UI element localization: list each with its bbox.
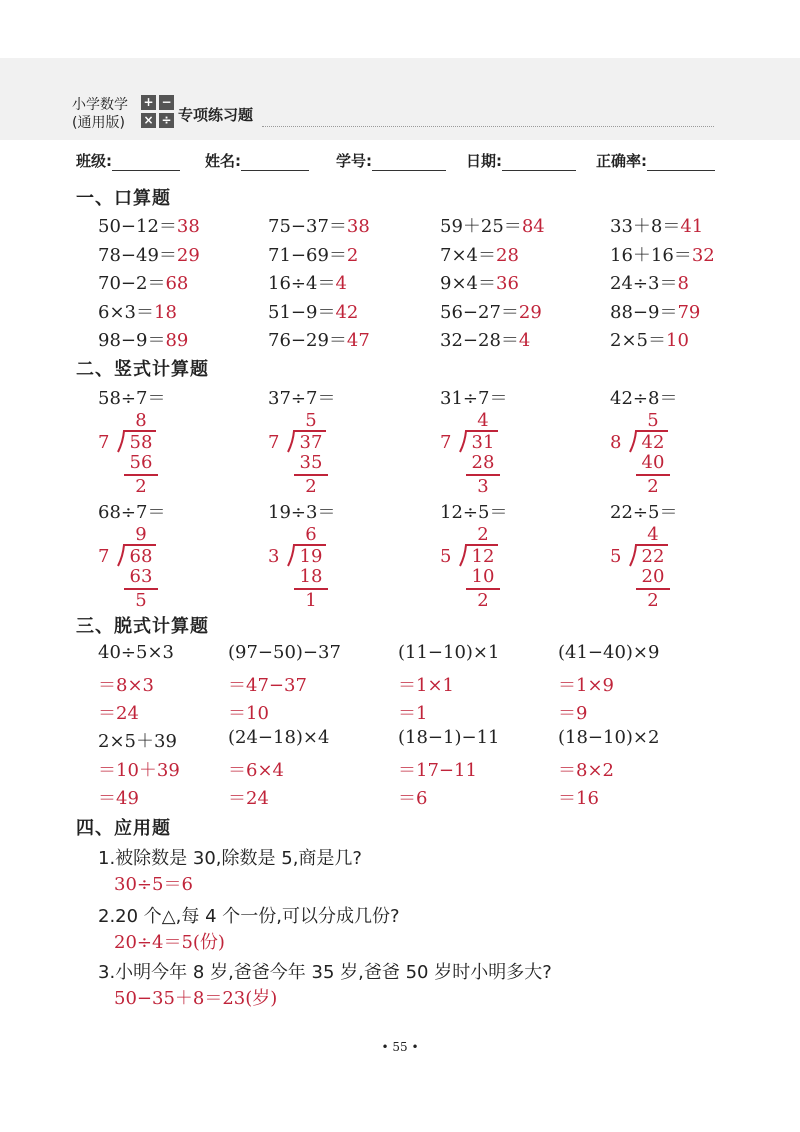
oral-question: 71−69＝: [268, 244, 347, 266]
product: 63: [129, 566, 153, 587]
date-label: 日期:: [466, 152, 502, 170]
name-field: [205, 150, 309, 171]
stepwise-result: ＝6: [398, 788, 428, 809]
oral-answer: 89: [165, 330, 189, 351]
page-title: 专项练习题: [178, 106, 254, 124]
product: 40: [641, 452, 665, 473]
vertical-equation: 22÷5＝: [610, 502, 678, 523]
quotient: 4: [477, 410, 489, 431]
remainder: 2: [305, 476, 317, 497]
stepwise-result: ＝24: [98, 703, 139, 724]
oral-question: 7×4＝: [440, 244, 496, 266]
oral-item: [268, 298, 358, 324]
dividend: 68: [129, 546, 153, 567]
divisor: 8: [610, 432, 622, 453]
subtraction-line: [124, 588, 158, 590]
section-vertical: 二、竖式计算题: [76, 359, 209, 380]
brand: [72, 96, 128, 132]
oral-question: 32−28＝: [440, 330, 519, 351]
stepwise-expression: (18−10)×2: [558, 727, 660, 748]
remainder: 3: [477, 476, 489, 497]
section-word: 四、应用题: [76, 818, 171, 839]
oral-question: 33＋8＝: [610, 216, 681, 237]
quotient: 2: [477, 524, 489, 545]
oral-item: [98, 326, 188, 352]
dividend: 19: [299, 546, 323, 567]
stepwise-result: ＝49: [98, 788, 139, 809]
divisor: 7: [98, 546, 110, 567]
division-bracket: [458, 430, 496, 452]
oral-question: 2×5＝: [610, 330, 666, 351]
brand-line-1: 小学数学: [72, 97, 128, 113]
page-number: • 55 •: [381, 1040, 419, 1054]
date-field: [466, 150, 576, 171]
oral-answer: 29: [176, 244, 200, 266]
stepwise-step: ＝6×4: [228, 760, 284, 781]
remainder: 2: [647, 590, 659, 611]
oral-question: 59＋25＝: [440, 216, 522, 237]
oral-item: [440, 241, 519, 267]
subtraction-line: [294, 474, 328, 476]
product: 56: [129, 452, 153, 473]
division-bracket: [116, 544, 154, 566]
name-label: 姓名:: [205, 152, 241, 170]
oral-question: 70−2＝: [98, 273, 166, 294]
oral-answer: 41: [680, 216, 704, 237]
stepwise-step: ＝17−11: [398, 760, 477, 781]
oral-answer: 42: [335, 301, 359, 323]
oral-item: [610, 241, 715, 267]
vertical-equation: 68÷7＝: [98, 502, 166, 523]
oral-answer: 4: [335, 273, 347, 294]
division-bracket: [458, 544, 496, 566]
divisor: 5: [440, 546, 452, 567]
oral-question: 76−29＝: [268, 330, 347, 351]
dividend: 12: [471, 546, 495, 567]
remainder: 2: [647, 476, 659, 497]
oral-answer: 18: [154, 301, 177, 323]
stepwise-step: ＝1×1: [398, 675, 454, 696]
student-id-field: [336, 150, 446, 171]
product: 35: [299, 452, 323, 473]
quotient: 5: [647, 410, 659, 431]
oral-question: 50−12＝: [98, 216, 177, 237]
remainder: 2: [135, 476, 147, 497]
oral-question: 75−37＝: [268, 216, 347, 237]
oral-item: [98, 298, 177, 324]
student-id-input[interactable]: [372, 156, 446, 171]
word-answer-1: 30÷5＝6: [114, 874, 193, 895]
dividend: 31: [471, 432, 495, 453]
oral-item: [268, 212, 370, 238]
class-input[interactable]: [112, 156, 180, 171]
stepwise-expression: 2×5＋39: [98, 731, 177, 752]
oral-answer: 84: [521, 216, 545, 237]
oral-answer: 47: [346, 330, 370, 351]
class-field: [76, 150, 180, 171]
vertical-equation: 42÷8＝: [610, 388, 678, 409]
word-problem-1: 1.被除数是 30,除数是 5,商是几?: [98, 848, 362, 869]
times-icon: ×: [141, 113, 156, 128]
stepwise-expression: (11−10)×1: [398, 642, 500, 663]
divisor: 7: [440, 432, 452, 453]
oral-item: [610, 212, 703, 238]
stepwise-result: ＝1: [398, 703, 428, 724]
section-stepwise: 三、脱式计算题: [76, 616, 209, 637]
oral-answer: 68: [165, 273, 189, 294]
vertical-equation: 19÷3＝: [268, 502, 336, 523]
vertical-equation: 31÷7＝: [440, 388, 508, 409]
oral-question: 56−27＝: [440, 301, 519, 323]
student-id-label: 学号:: [336, 152, 372, 170]
oral-question: 51−9＝: [268, 301, 336, 323]
product: 28: [471, 452, 495, 473]
oral-question: 9×4＝: [440, 273, 496, 294]
word-problem-3: 3.小明今年 8 岁,爸爸今年 35 岁,爸爸 50 岁时小明多大?: [98, 962, 552, 983]
quotient: 5: [305, 410, 317, 431]
oral-answer: 79: [677, 301, 701, 323]
oral-answer: 38: [176, 216, 200, 237]
accuracy-input[interactable]: [647, 156, 715, 171]
product: 10: [471, 566, 495, 587]
oral-item: [98, 212, 200, 238]
quotient: 9: [135, 524, 147, 545]
oral-answer: 36: [496, 273, 519, 294]
product: 18: [299, 566, 323, 587]
quotient: 4: [647, 524, 659, 545]
subtraction-line: [466, 474, 500, 476]
oral-item: [440, 326, 530, 352]
subtraction-line: [124, 474, 158, 476]
long-division: [440, 410, 530, 496]
header-divider: [262, 126, 714, 127]
oral-answer: 4: [518, 330, 531, 351]
oral-question: 6×3＝: [98, 301, 154, 323]
word-answer-3: 50−35＋8＝23(岁): [114, 988, 278, 1009]
plus-icon: +: [141, 95, 156, 110]
oral-question: 16÷4＝: [268, 273, 336, 294]
divisor: 7: [268, 432, 280, 453]
dividend: 37: [299, 432, 323, 453]
oral-item: [268, 269, 347, 295]
stepwise-expression: 40÷5×3: [98, 642, 174, 663]
remainder: 2: [477, 590, 489, 611]
oral-item: [98, 241, 200, 267]
vertical-equation: 37÷7＝: [268, 388, 336, 409]
long-division: [610, 410, 700, 496]
oral-answer: 29: [518, 301, 542, 323]
oral-item: [610, 269, 689, 295]
section-oral: 一、口算题: [76, 188, 171, 209]
oral-item: [98, 269, 188, 295]
long-division: [610, 524, 700, 610]
divide-icon: ÷: [159, 113, 174, 128]
dividend: 58: [129, 432, 153, 453]
class-label: 班级:: [76, 152, 112, 170]
top-margin: [0, 0, 800, 58]
oral-answer: 28: [496, 244, 519, 266]
subtraction-line: [636, 474, 670, 476]
oral-answer: 10: [666, 330, 689, 351]
oral-item: [610, 298, 700, 324]
stepwise-step: ＝10＋39: [98, 760, 180, 781]
accuracy-label: 正确率:: [596, 152, 647, 170]
subtraction-line: [294, 588, 328, 590]
long-division: [440, 524, 530, 610]
division-bracket: [628, 544, 666, 566]
oral-question: 98−9＝: [98, 330, 166, 351]
division-bracket: [286, 430, 324, 452]
oral-question: 88−9＝: [610, 301, 678, 323]
oral-item: [268, 326, 370, 352]
product: 20: [641, 566, 665, 587]
date-input[interactable]: [502, 156, 576, 171]
vertical-equation: 58÷7＝: [98, 388, 166, 409]
stepwise-result: ＝16: [558, 788, 599, 809]
long-division: [268, 410, 358, 496]
accuracy-field: [596, 150, 715, 171]
name-input[interactable]: [241, 156, 309, 171]
stepwise-result: ＝24: [228, 788, 269, 809]
dividend: 42: [641, 432, 665, 453]
long-division: [98, 410, 188, 496]
remainder: 1: [305, 590, 317, 611]
subtraction-line: [466, 588, 500, 590]
dividend: 22: [641, 546, 665, 567]
oral-question: 24÷3＝: [610, 273, 678, 294]
stepwise-step: ＝1×9: [558, 675, 614, 696]
oral-item: [440, 298, 542, 324]
stepwise-expression: (97−50)−37: [228, 642, 341, 663]
divisor: 5: [610, 546, 622, 567]
quotient: 6: [305, 524, 317, 545]
long-division: [98, 524, 188, 610]
oral-item: [610, 326, 689, 352]
oral-item: [440, 269, 519, 295]
oral-question: 16＋16＝: [610, 244, 692, 266]
stepwise-step: ＝47−37: [228, 675, 307, 696]
oral-answer: 32: [691, 244, 715, 266]
minus-icon: −: [159, 95, 174, 110]
oral-item: [268, 241, 358, 267]
remainder: 5: [135, 590, 147, 611]
oral-answer: 2: [346, 244, 359, 266]
oral-answer: 38: [346, 216, 370, 237]
brand-line-2: (通用版): [72, 115, 125, 131]
oral-question: 78−49＝: [98, 244, 177, 266]
division-bracket: [628, 430, 666, 452]
division-bracket: [116, 430, 154, 452]
stepwise-result: ＝10: [228, 703, 269, 724]
stepwise-expression: (41−40)×9: [558, 642, 660, 663]
division-bracket: [286, 544, 324, 566]
oral-item: [440, 212, 545, 238]
word-problem-2: 2.20 个△,每 4 个一份,可以分成几份?: [98, 906, 400, 927]
subtraction-line: [636, 588, 670, 590]
long-division: [268, 524, 358, 610]
stepwise-step: ＝8×3: [98, 675, 154, 696]
vertical-equation: 12÷5＝: [440, 502, 508, 523]
oral-answer: 8: [677, 273, 689, 294]
stepwise-step: ＝8×2: [558, 760, 614, 781]
stepwise-expression: (24−18)×4: [228, 727, 330, 748]
word-answer-2: 20÷4＝5(份): [114, 932, 225, 953]
operators-logo: [141, 95, 175, 129]
stepwise-result: ＝9: [558, 703, 588, 724]
quotient: 8: [135, 410, 147, 431]
divisor: 7: [98, 432, 110, 453]
divisor: 3: [268, 546, 280, 567]
stepwise-expression: (18−1)−11: [398, 727, 500, 748]
